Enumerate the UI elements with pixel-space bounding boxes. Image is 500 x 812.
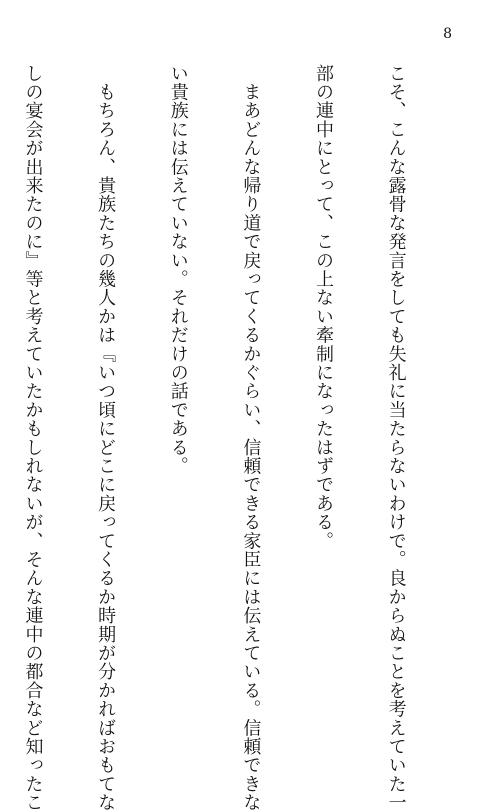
text-line: しの宴会が出来たのに』等と考えていたかもしれないが、そんな連中の都合など知ったこ [22,64,44,812]
text-line: い貴族には伝えていない。それだけの話である。 [167,64,189,476]
text-line: 部の連中にとって、この上ない牽制になったはずである。 [312,64,334,551]
text-line: こそ、こんな露骨な発言をしても失礼に当たらないわけで。良からぬことを考えていた一 [385,64,407,812]
text-line: まあどんな帰り道で戻ってくるかぐらい、信頼できる家臣には伝えている。信頼できな [240,64,262,812]
page-number: 8 [443,26,452,42]
vertical-text-body [22,64,456,812]
text-line: もちろん、貴族たちの幾人かは『いつ頃にどこに戻ってくるか時期が分かればおもてな [95,64,117,812]
